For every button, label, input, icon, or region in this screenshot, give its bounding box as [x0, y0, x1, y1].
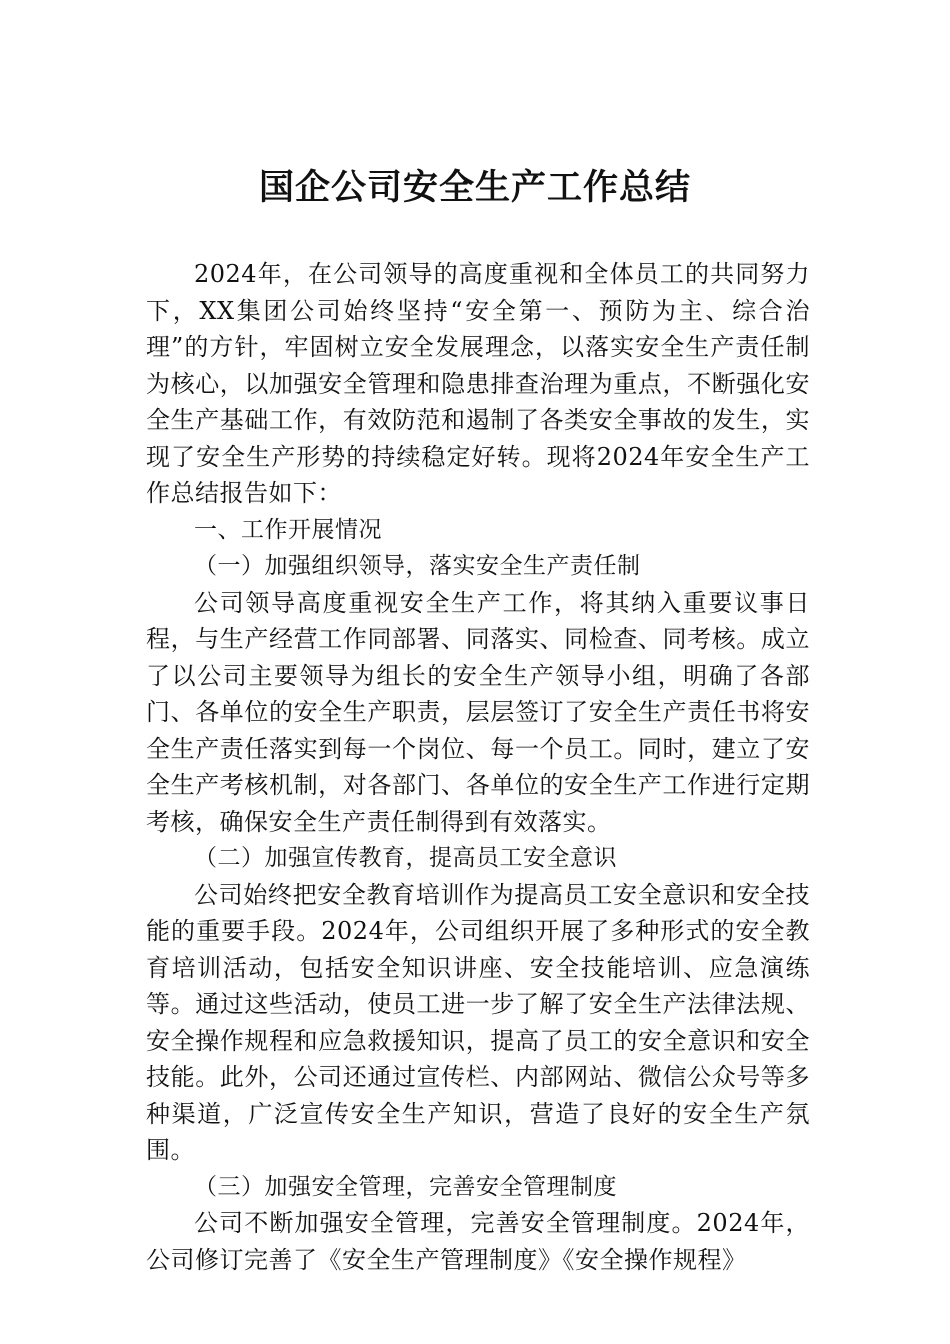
- subsection-heading-2: （二）加强宣传教育，提高员工安全意识: [194, 845, 617, 871]
- section-heading-work-progress: 一、工作开展情况: [194, 516, 382, 543]
- document-title: 国企公司安全生产工作总结: [258, 167, 691, 208]
- subsection-heading-3: （三）加强安全管理，完善安全管理制度: [194, 1173, 617, 1200]
- subsection-paragraph-3: 公司不断加强安全管理，完善安全管理制度。2024年，公司修订完善了《安全生产管理制度》《安全操作规程》: [146, 1209, 810, 1274]
- subsection-heading-1: （一）加强组织领导，落实安全生产责任制: [194, 553, 641, 579]
- subsection-paragraph-2: 公司始终把安全教育培训作为提高员工安全意识和安全技能的重要手段。2024年，公司组织开展了多种形式的安全教育培训活动，包括安全知识讲座、安全技能培训、应急演练等。通过这些活动，使员工进一步了解了安全生产法律法规、安全操作规程和应急救援知识，提高了员工的安全意识和安全技能。此外，公司还通过宣传栏、内部网站、微信公众号等多种渠道，广泛宣传安全生产知识，营造了良好的安全生产氛围。: [146, 880, 810, 1164]
- subsection-paragraph-1: 公司领导高度重视安全生产工作，将其纳入重要议事日程，与生产经营工作同部署、同落实、同检查、同考核。成立了以公司主要领导为组长的安全生产领导小组，明确了各部门、各单位的安全生产职责，层层签订了安全生产责任书将安全生产责任落实到每一个岗位、每一个员工。同时，建立了安全生产考核机制，对各部门、各单位的安全生产工作进行定期考核，确保安全生产责任制得到有效落实。: [146, 588, 810, 836]
- intro-paragraph: 2024年，在公司领导的高度重视和全体员工的共同努力下，XX集团公司始终坚持“安全第一、预防为主、综合治理”的方针，牢固树立安全发展理念，以落实安全生产责任制为核心，以加强安全管理和隐患排查治理为重点，不断强化安全生产基础工作，有效防范和遏制了各类安全事故的发生，实现了安全生产形势的持续稳定好转。现将2024年安全生产工作总结报告如下：: [146, 260, 810, 507]
- document-body: [146, 256, 810, 1278]
